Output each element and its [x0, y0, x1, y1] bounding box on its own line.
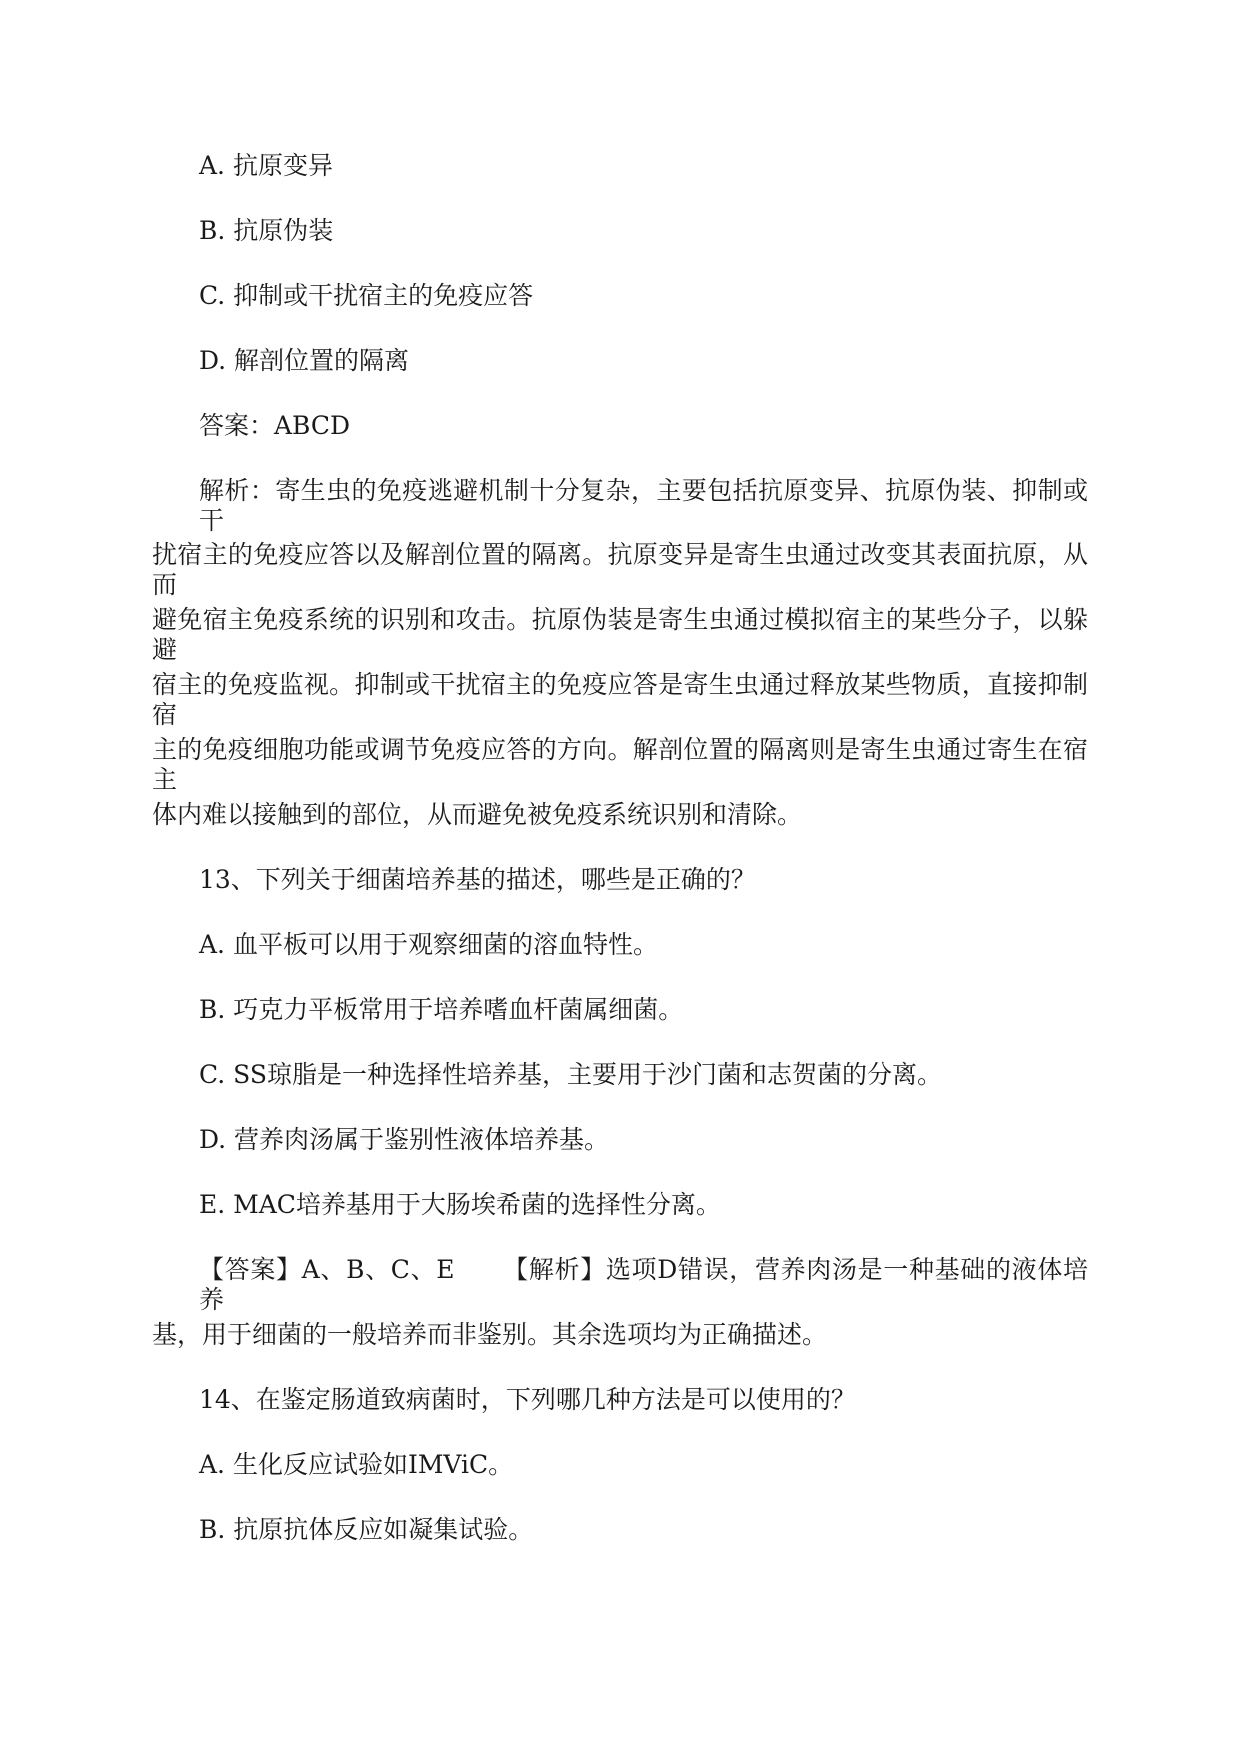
- q12-option-b: B. 抗原伪装: [199, 216, 334, 245]
- q13-question: 13、下列关于细菌培养基的描述，哪些是正确的？: [199, 865, 756, 894]
- q13-option-b: B. 巧克力平板常用于培养嗜血杆菌属细菌。: [199, 995, 684, 1024]
- q13-option-c: C. SS琼脂是一种选择性培养基，主要用于沙门菌和志贺菌的分离。: [199, 1060, 942, 1089]
- q13-analysis-first: 【解析】选项D错误，营养肉汤是一种基础的液体培养: [199, 1255, 1088, 1314]
- q14-option-b: B. 抗原抗体反应如凝集试验。: [199, 1515, 534, 1544]
- q13-option-e: E. MAC培养基用于大肠埃希菌的选择性分离。: [199, 1190, 721, 1219]
- q12-analysis-line-2: 扰宿主的免疫应答以及解剖位置的隔离。抗原变异是寄生虫通过改变其表面抗原，从而: [152, 540, 1088, 599]
- q12-analysis-line-3: 避免宿主免疫系统的识别和攻击。抗原伪装是寄生虫通过模拟宿主的某些分子，以躲避: [152, 605, 1088, 664]
- q13-answer-analysis: [199, 1255, 1088, 1315]
- q12-answer: 答案：ABCD: [199, 411, 351, 440]
- q14-question: 14、在鉴定肠道致病菌时，下列哪几种方法是可以使用的？: [199, 1385, 856, 1414]
- q12-analysis-line-5: 主的免疫细胞功能或调节免疫应答的方向。解剖位置的隔离则是寄生虫通过寄生在宿主: [152, 735, 1088, 794]
- q12-analysis-line-1: 解析：寄生虫的免疫逃避机制十分复杂，主要包括抗原变异、抗原伪装、抑制或干: [199, 476, 1088, 535]
- q12-option-a: A. 抗原变异: [199, 151, 333, 180]
- q13-analysis-cont: 基，用于细菌的一般培养而非鉴别。其余选项均为正确描述。: [152, 1320, 828, 1349]
- q13-option-a: A. 血平板可以用于观察细菌的溶血特性。: [199, 930, 658, 959]
- q13-answer: 【答案】A、B、C、E: [199, 1255, 455, 1284]
- q12-option-c: C. 抑制或干扰宿主的免疫应答: [199, 281, 534, 310]
- q12-analysis-line-4: 宿主的免疫监视。抑制或干扰宿主的免疫应答是寄生虫通过释放某些物质，直接抑制宿: [152, 670, 1088, 729]
- q12-option-d: D. 解剖位置的隔离: [199, 346, 410, 375]
- q14-option-a: A. 生化反应试验如IMViC。: [199, 1450, 514, 1479]
- q13-option-d: D. 营养肉汤属于鉴别性液体培养基。: [199, 1125, 610, 1154]
- q12-analysis-line-6: 体内难以接触到的部位，从而避免被免疫系统识别和清除。: [152, 800, 803, 829]
